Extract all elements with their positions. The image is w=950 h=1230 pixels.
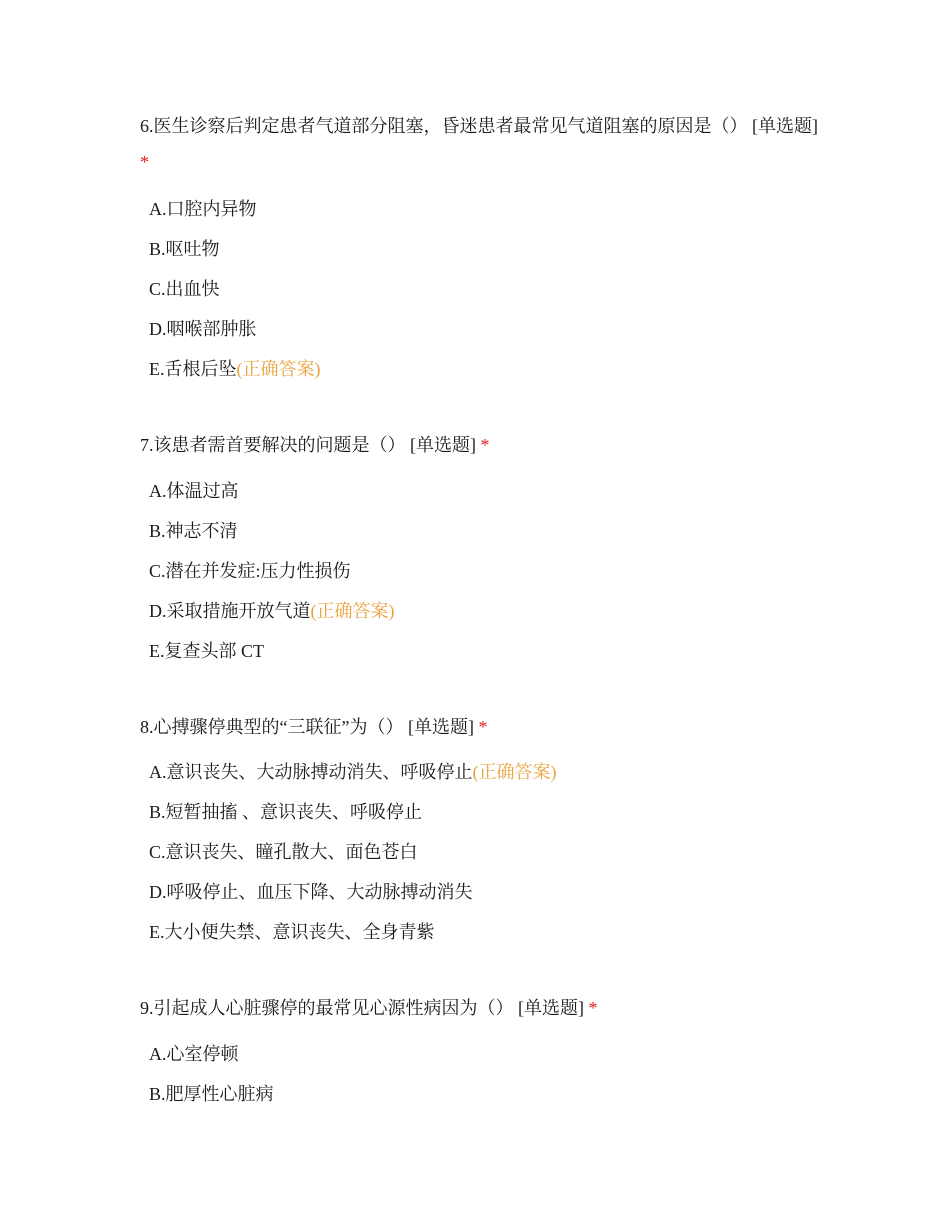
option-text: D.呼吸停止、血压下降、大动脉搏动消失 [149,882,473,902]
option-b[interactable] [140,511,820,551]
correct-answer-label: (正确答案) [310,601,395,621]
option-a[interactable] [140,471,820,511]
option-e[interactable] [140,912,820,952]
question-title [140,108,820,180]
option-text: D.咽喉部肿胀 [149,319,257,339]
option-text: A.心室停顿 [149,1044,239,1064]
option-list [140,1034,820,1114]
option-d[interactable] [140,309,820,349]
option-a[interactable] [140,1034,820,1074]
required-mark: * [480,435,490,455]
question-title-text: 8.心搏骤停典型的“三联征”为（） [单选题] [140,717,474,737]
option-c[interactable] [140,832,820,872]
option-text: E.大小便失禁、意识丧失、全身青紫 [149,922,435,942]
option-list [140,471,820,671]
option-text: A.体温过高 [149,481,239,501]
option-d[interactable] [140,872,820,912]
option-text: C.出血快 [149,279,220,299]
option-b[interactable] [140,792,820,832]
option-c[interactable] [140,551,820,591]
option-text: B.神志不清 [149,521,238,541]
option-d[interactable] [140,591,820,631]
question-title [140,709,820,745]
option-text: D.采取措施开放气道 [149,601,311,621]
option-e[interactable] [140,349,820,389]
question-8 [140,709,820,952]
correct-answer-label: (正确答案) [472,762,557,782]
question-title-text: 7.该患者需首要解决的问题是（） [单选题] [140,435,476,455]
option-text: C.潜在并发症:压力性损伤 [149,561,351,581]
option-list [140,189,820,389]
required-mark: * [478,717,488,737]
option-a[interactable] [140,189,820,229]
question-title [140,990,820,1026]
option-e[interactable] [140,631,820,671]
option-a[interactable] [140,752,820,792]
required-mark: * [588,998,598,1018]
option-b[interactable] [140,1074,820,1114]
option-text: A.口腔内异物 [149,199,257,219]
option-text: B.短暂抽搐 、意识丧失、呼吸停止 [149,802,423,822]
option-text: B.呕吐物 [149,239,220,259]
option-list [140,752,820,952]
question-title [140,427,820,463]
option-text: C.意识丧失、瞳孔散大、面色苍白 [149,842,418,862]
option-text: B.肥厚性心脏病 [149,1084,274,1104]
correct-answer-label: (正确答案) [236,359,321,379]
question-title-text: 9.引起成人心脏骤停的最常见心源性病因为（） [单选题] [140,998,584,1018]
option-c[interactable] [140,269,820,309]
option-text: E.舌根后坠 [149,359,237,379]
option-text: E.复查头部 CT [149,641,264,661]
question-9 [140,990,820,1114]
question-7 [140,427,820,671]
question-6 [140,108,820,389]
required-mark: * [140,152,149,172]
question-title-text: 6.医生诊察后判定患者气道部分阻塞，昏迷患者最常见气道阻塞的原因是（） [单选题] [140,116,818,136]
option-b[interactable] [140,229,820,269]
option-text: A.意识丧失、大动脉搏动消失、呼吸停止 [149,762,473,782]
